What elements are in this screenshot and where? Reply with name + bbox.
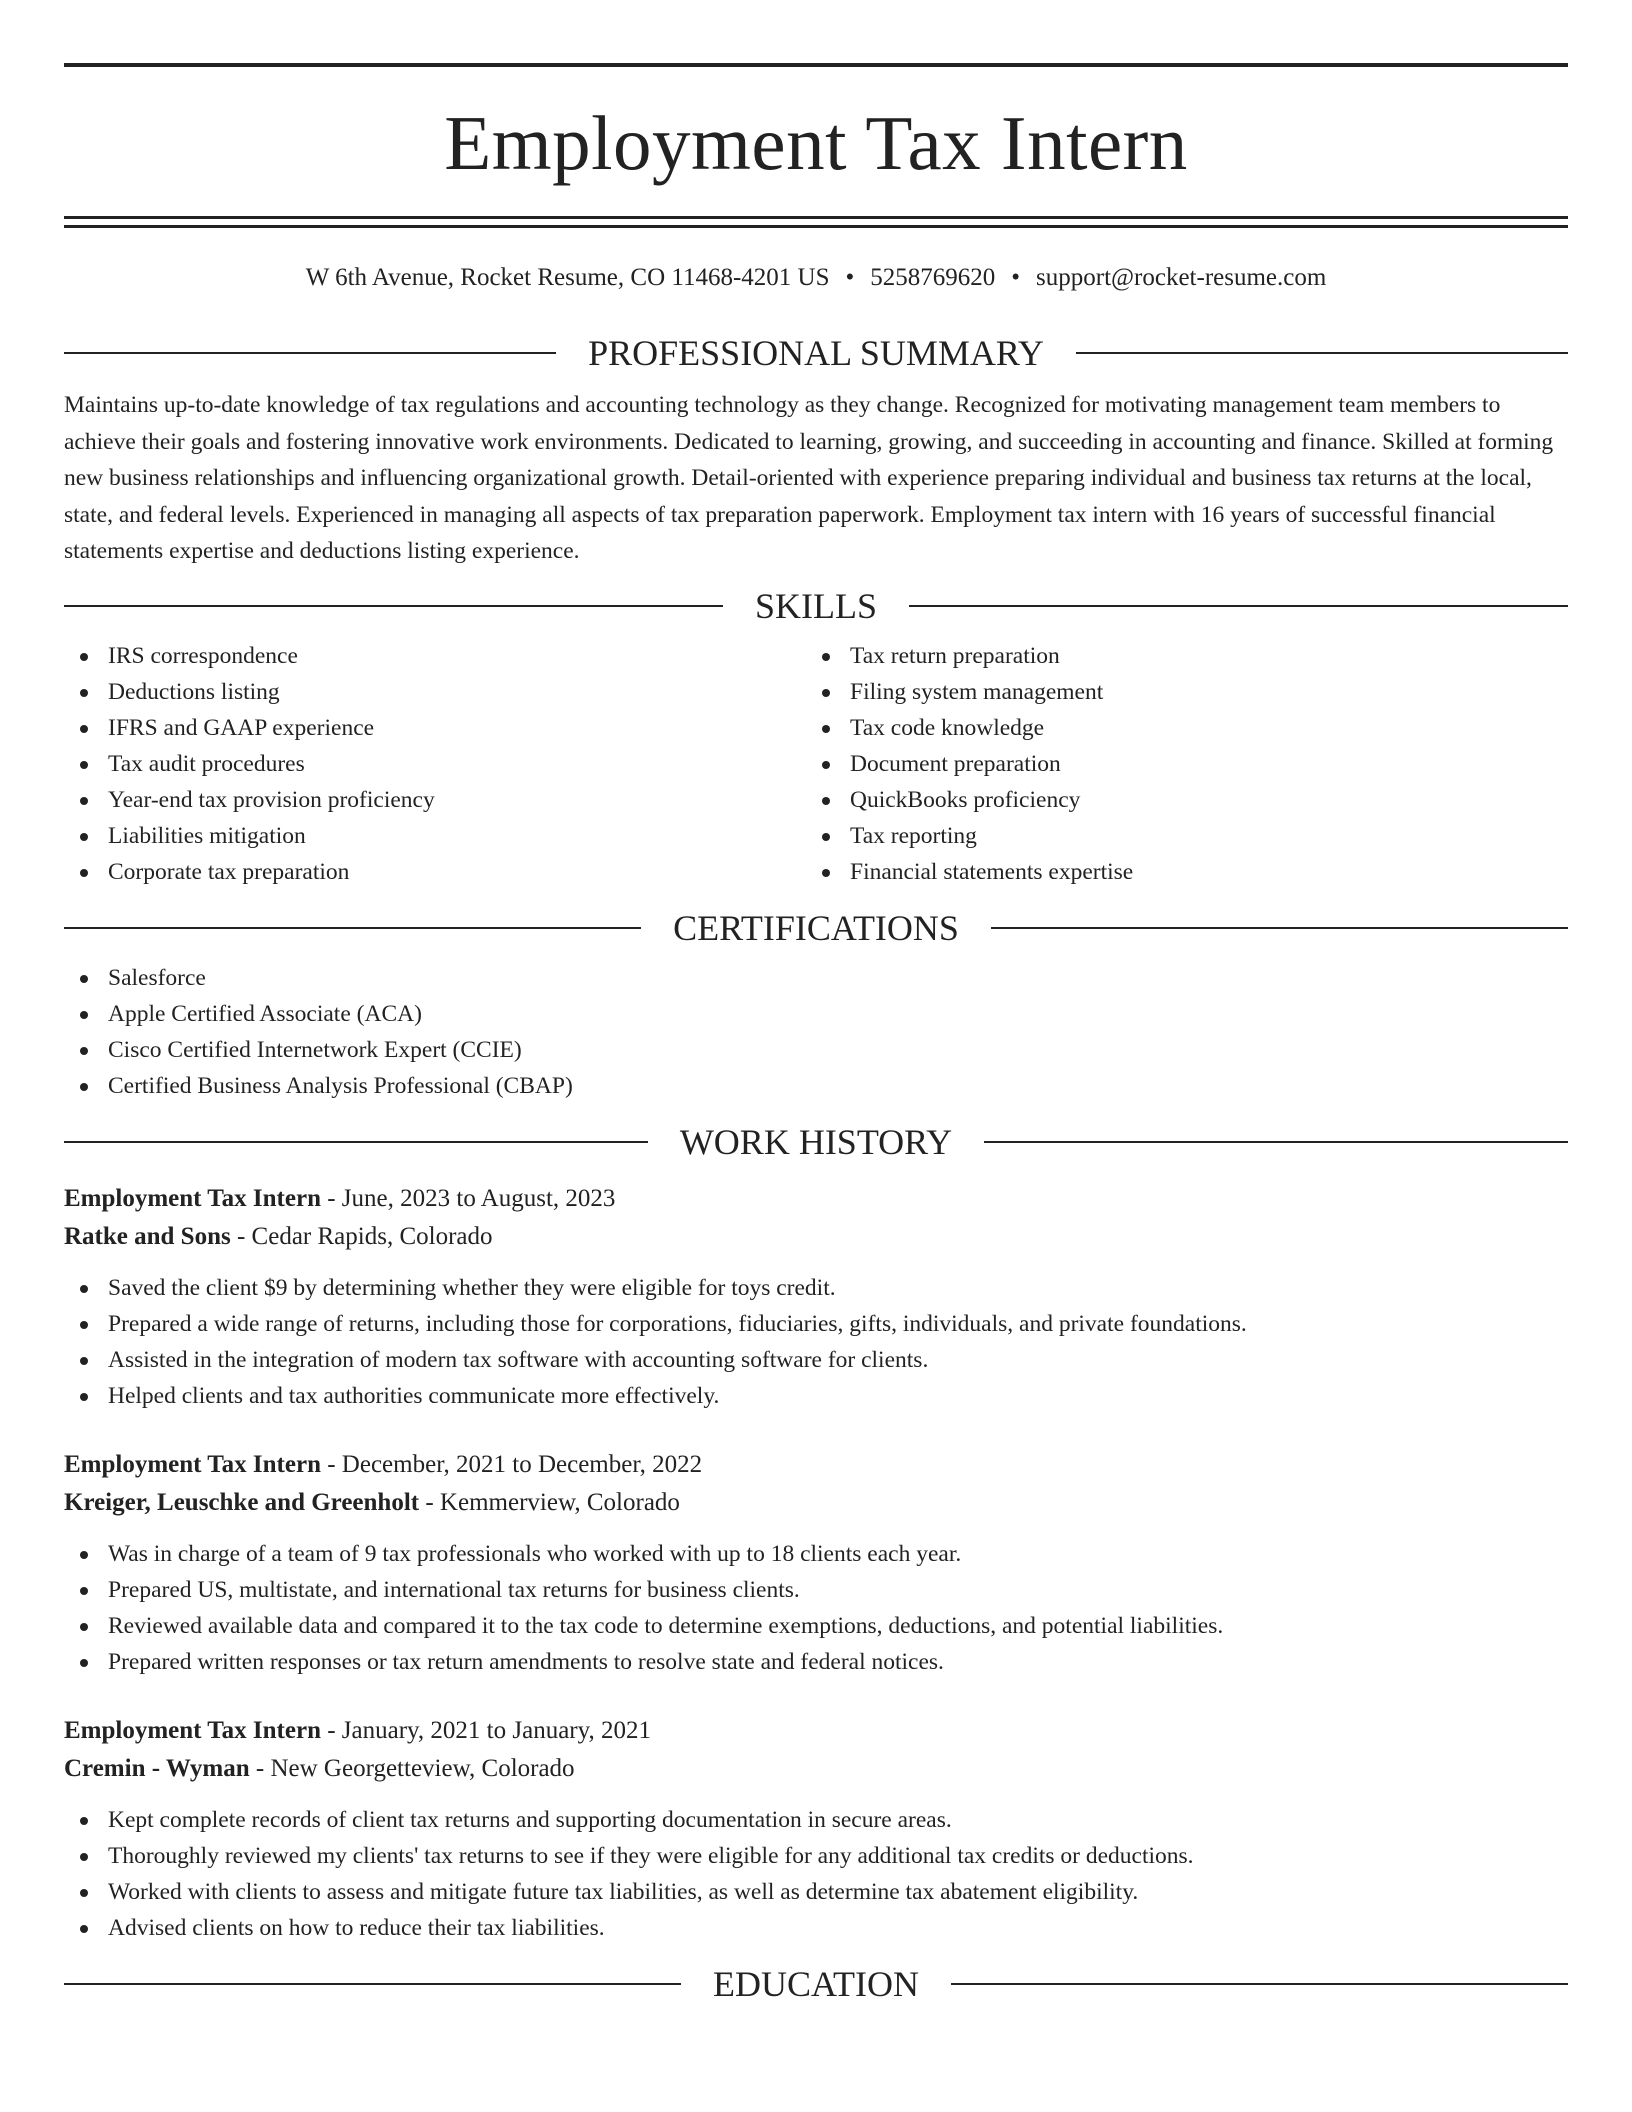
list-item: Prepared written responses or tax return amendments to resolve state and federal notices.: [64, 1644, 1568, 1680]
heading-rule-left: [64, 605, 723, 607]
resume-title: Employment Tax Intern: [444, 100, 1188, 186]
job-company: Kreiger, Leuschke and Greenholt: [64, 1488, 420, 1516]
contact-separator: •: [1011, 264, 1021, 291]
list-item: Corporate tax preparation: [64, 854, 806, 890]
certifications-list: [64, 960, 1568, 1104]
heading-rule-left: [64, 1141, 648, 1143]
list-item: Cisco Certified Internetwork Expert (CCIE): [64, 1032, 1568, 1068]
list-item: Tax return preparation: [806, 638, 1548, 674]
top-rule: [64, 63, 1568, 67]
contact-phone: 5258769620: [870, 264, 996, 291]
list-item: Thoroughly reviewed my clients' tax returns to see if they were eligible for any additional tax credits or deductions.: [64, 1838, 1568, 1874]
list-item: Saved the client $9 by determining whether they were eligible for toys credit.: [64, 1270, 1568, 1306]
heading-rule-right: [991, 927, 1568, 929]
heading-rule-left: [64, 927, 641, 929]
summary-heading: [64, 333, 1568, 373]
list-item: Reviewed available data and compared it to the tax code to determine exemptions, deductions, and potential liabilities.: [64, 1608, 1568, 1644]
job-company: Cremin - Wyman: [64, 1754, 250, 1782]
contact-separator: •: [845, 264, 855, 291]
skills-column-left: [64, 638, 806, 890]
list-item: Was in charge of a team of 9 tax professionals who worked with up to 18 clients each year.: [64, 1536, 1568, 1572]
list-item: Year-end tax provision proficiency: [64, 782, 806, 818]
list-item: Liabilities mitigation: [64, 818, 806, 854]
contact-line: [64, 261, 1568, 295]
job-title-line: [64, 1712, 1568, 1750]
job-dates: - June, 2023 to August, 2023: [320, 1184, 616, 1212]
job-bullets: [64, 1802, 1568, 1946]
list-item: Prepared a wide range of returns, including those for corporations, fiduciaries, gifts, individuals, and private foundations.: [64, 1306, 1568, 1342]
heading-rule-left: [64, 352, 556, 354]
heading-rule-right: [984, 1141, 1568, 1143]
list-item: Helped clients and tax authorities communicate more effectively.: [64, 1378, 1568, 1414]
list-item: Advised clients on how to reduce their tax liabilities.: [64, 1910, 1568, 1946]
list-item: Tax code knowledge: [806, 710, 1548, 746]
job-title-line: [64, 1446, 1568, 1484]
job-dates: - December, 2021 to December, 2022: [320, 1450, 703, 1478]
summary-text: Maintains up-to-date knowledge of tax regulations and accounting technology as they change. Recognized for motivating management team members to achieve their goals and fostering innovative work environments. Dedicated to learning, growing, and succeeding in accounting and finance. Skilled at forming new business relationships and influencing organizational growth. Detail-oriented with experience preparing individual and business tax returns at the local, state, and federal levels. Experienced in managing all aspects of tax preparation paperwork. Employment tax intern with 16 years of successful financial statements expertise and deductions listing experience.: [64, 392, 1554, 564]
list-item: Tax audit procedures: [64, 746, 806, 782]
contact-email: support@rocket-resume.com: [1036, 264, 1327, 291]
job-company-line: [64, 1484, 1568, 1522]
summary-heading-label: PROFESSIONAL SUMMARY: [588, 333, 1044, 373]
job-dates: - January, 2021 to January, 2021: [320, 1716, 652, 1744]
job-bullets: [64, 1270, 1568, 1414]
list-item: Document preparation: [806, 746, 1548, 782]
job-title: Employment Tax Intern: [64, 1184, 321, 1212]
list-item: Deductions listing: [64, 674, 806, 710]
title-rule-upper: [64, 216, 1568, 219]
list-item: Financial statements expertise: [806, 854, 1548, 890]
list-item: Kept complete records of client tax returns and supporting documentation in secure areas.: [64, 1802, 1568, 1838]
list-item: Prepared US, multistate, and international tax returns for business clients.: [64, 1572, 1568, 1608]
job-bullets: [64, 1536, 1568, 1680]
list-item: IFRS and GAAP experience: [64, 710, 806, 746]
job-title: Employment Tax Intern: [64, 1450, 321, 1478]
heading-rule-right: [909, 605, 1568, 607]
skills-heading-label: SKILLS: [755, 585, 878, 626]
heading-rule-left: [64, 1983, 681, 1985]
education-heading-label: EDUCATION: [713, 1963, 919, 2004]
job-company-line: [64, 1750, 1568, 1788]
job-company-line: [64, 1218, 1568, 1256]
job-location: - New Georgetteview, Colorado: [249, 1754, 575, 1782]
heading-rule-right: [951, 1983, 1568, 1985]
list-item: Filing system management: [806, 674, 1548, 710]
job-entry: [64, 1712, 1568, 1946]
job-entry: [64, 1446, 1568, 1680]
work-history-heading: [64, 1122, 1568, 1162]
list-item: Worked with clients to assess and mitigate future tax liabilities, as well as determine tax abatement eligibility.: [64, 1874, 1568, 1910]
heading-rule-right: [1076, 352, 1568, 354]
skills-heading: [64, 586, 1568, 626]
skills-column-right: [806, 638, 1548, 890]
skills-columns: [64, 638, 1568, 890]
job-title-line: [64, 1180, 1568, 1218]
job-entry: [64, 1180, 1568, 1414]
list-item: Tax reporting: [806, 818, 1548, 854]
job-company: Ratke and Sons: [64, 1222, 231, 1250]
certifications-heading-label: CERTIFICATIONS: [673, 907, 959, 948]
list-item: Assisted in the integration of modern tax software with accounting software for clients.: [64, 1342, 1568, 1378]
list-item: QuickBooks proficiency: [806, 782, 1548, 818]
list-item: Salesforce: [64, 960, 1568, 996]
list-item: IRS correspondence: [64, 638, 806, 674]
contact-address: W 6th Avenue, Rocket Resume, CO 11468-4201 US: [305, 264, 830, 291]
job-location: - Kemmerview, Colorado: [419, 1488, 680, 1516]
title-rule-lower: [64, 225, 1568, 228]
education-heading: [64, 1964, 1568, 2004]
skills-list-right: [806, 638, 1548, 890]
job-title: Employment Tax Intern: [64, 1716, 321, 1744]
resume-page: [64, 63, 1568, 2004]
job-location: - Cedar Rapids, Colorado: [230, 1222, 493, 1250]
skills-list-left: [64, 638, 806, 890]
list-item: Apple Certified Associate (ACA): [64, 996, 1568, 1032]
certifications-heading: [64, 908, 1568, 948]
work-history-heading-label: WORK HISTORY: [679, 1121, 953, 1162]
list-item: Certified Business Analysis Professional (CBAP): [64, 1068, 1568, 1104]
